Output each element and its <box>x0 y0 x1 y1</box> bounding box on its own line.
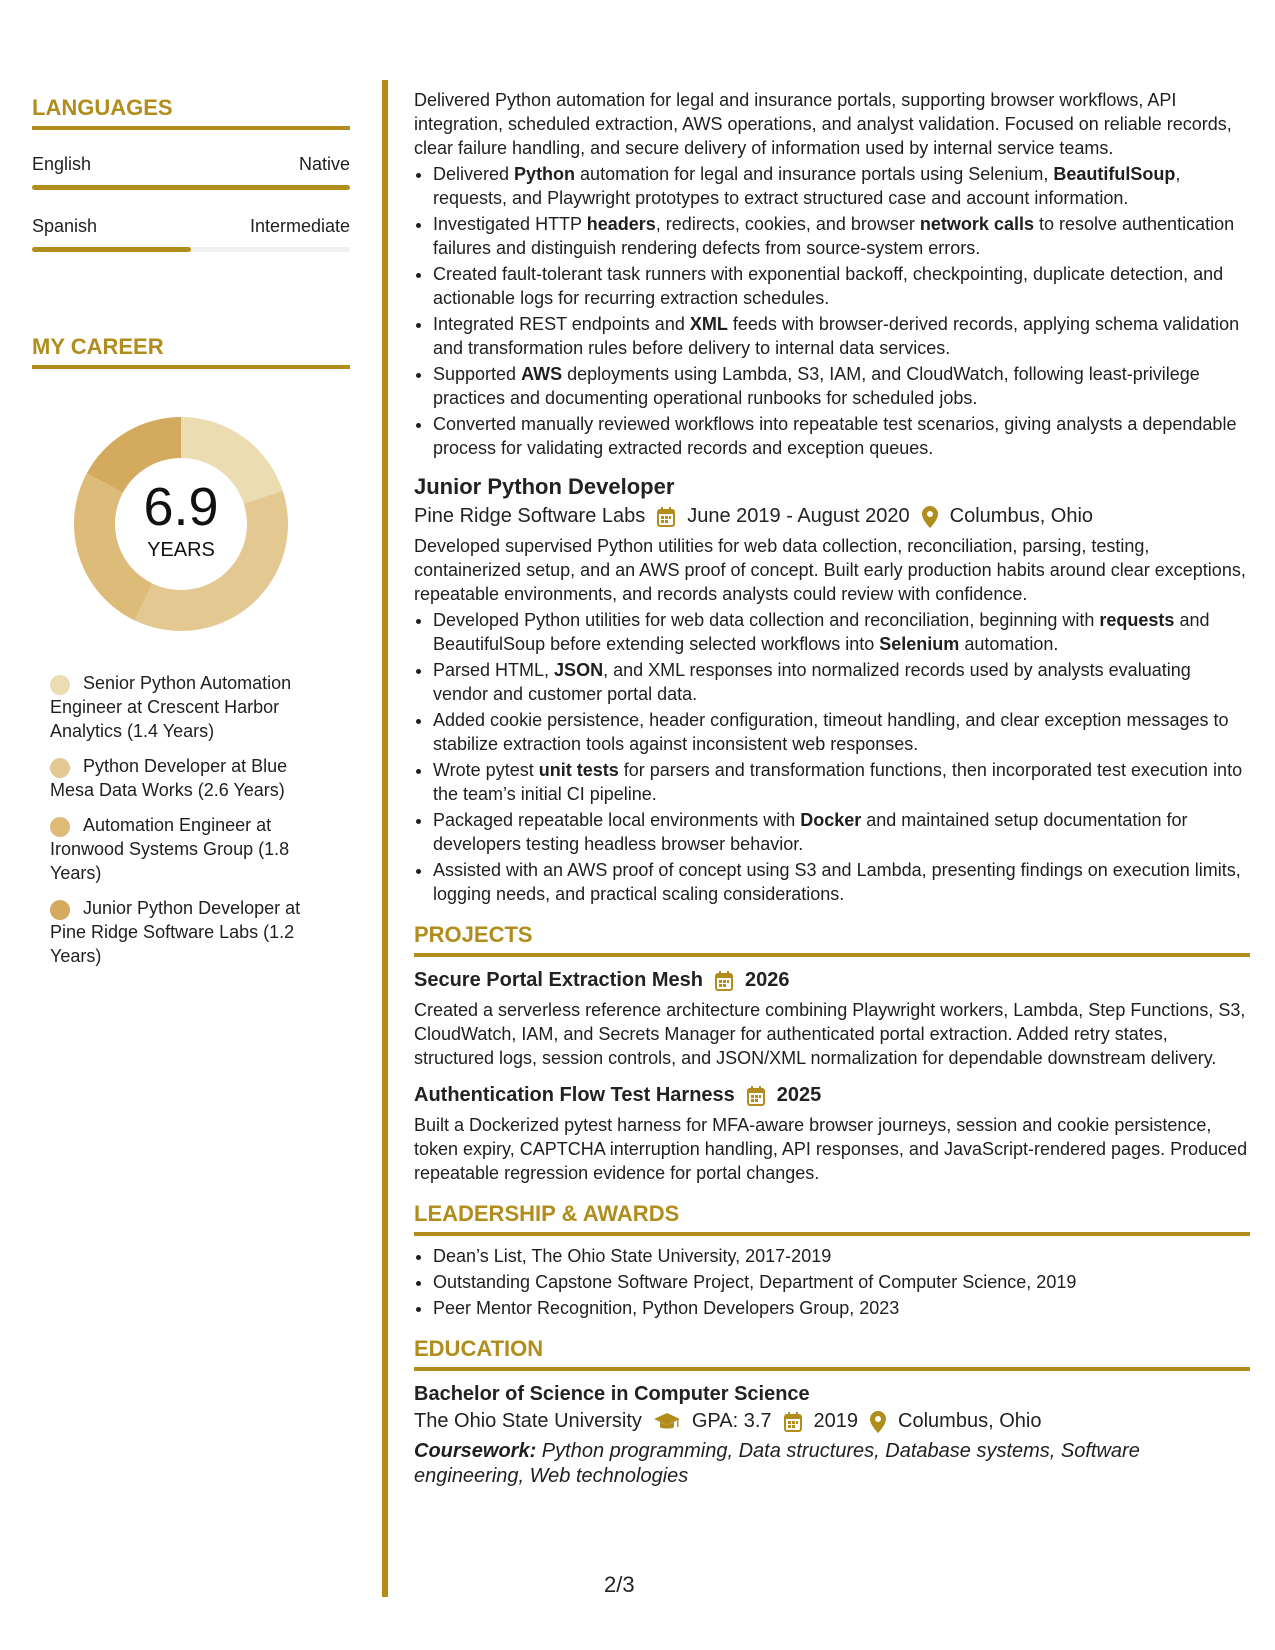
language-proficiency-fill <box>32 185 350 190</box>
legend-label: Senior Python Automation Engineer at Crescent Harbor Analytics (1.4 Years) <box>50 673 292 741</box>
awards-list <box>414 1244 1250 1320</box>
language-name: Spanish <box>32 216 98 236</box>
legend-label: Automation Engineer at Ironwood Systems Group (1.8 Years) <box>50 815 290 883</box>
project-name: Secure Portal Extraction Mesh <box>414 969 703 991</box>
job-dates: June 2019 - August 2020 <box>687 505 910 527</box>
education-meta <box>414 1410 1250 1433</box>
job-bullets <box>414 608 1250 906</box>
coursework <box>414 1439 1250 1489</box>
calendar-icon <box>657 507 675 527</box>
education-heading: EDUCATION <box>414 1336 1250 1371</box>
project-header <box>414 969 1250 992</box>
career-legend <box>50 671 318 968</box>
job-meta <box>414 505 1250 528</box>
language-row <box>32 216 350 237</box>
projects-heading: PROJECTS <box>414 922 1250 957</box>
legend-label: Python Developer at Blue Mesa Data Works (2.6 Years) <box>50 756 288 800</box>
career-legend-item <box>50 896 318 968</box>
career-legend-item <box>50 671 318 743</box>
job-bullets <box>414 162 1250 460</box>
bullet-item: • Investigated HTTP headers, redirects, cookies, and browser network calls to resolve authentication failures and distinguish rendering defects from source-system errors. <box>433 212 1250 260</box>
school-location: Columbus, Ohio <box>898 1410 1042 1432</box>
school-name: The Ohio State University <box>414 1410 642 1432</box>
bullet-item: • Wrote pytest unit tests for parsers and transformation functions, then incorporated test execution into the team’s initial CI pipeline. <box>433 758 1250 806</box>
bullet-item: • Parsed HTML, JSON, and XML responses into normalized records used by analysts evaluating vendor and customer portal data. <box>433 658 1250 706</box>
bullet-item: • Packaged repeatable local environments with Docker and maintained setup documentation for developers testing headless browser behavior. <box>433 808 1250 856</box>
coursework-list: Python programming, Data structures, Database systems, Software engineering, Web technologies <box>414 1440 1140 1487</box>
main-content <box>414 88 1250 1489</box>
location-pin-icon <box>922 506 938 528</box>
graduation-cap-icon <box>654 1413 680 1431</box>
project-header <box>414 1084 1250 1107</box>
legend-dot <box>50 900 70 920</box>
legend-label: Junior Python Developer at Pine Ridge Software Labs (1.2 Years) <box>50 898 301 966</box>
language-name: English <box>32 154 92 174</box>
bullet-item: • Added cookie persistence, header configuration, timeout handling, and clear exception messages to stabilize extraction tools against inconsistent web responses. <box>433 708 1250 756</box>
language-row <box>32 154 350 175</box>
gpa-value: GPA: 3.7 <box>691 1410 772 1432</box>
language-proficiency-bar <box>32 247 350 252</box>
bullet-item: • Supported AWS deployments using Lambda, S3, IAM, and CloudWatch, following least-privilege practices and documenting operational runbooks for scheduled jobs. <box>433 362 1250 410</box>
languages-list <box>32 154 350 252</box>
languages-heading: LANGUAGES <box>32 95 350 130</box>
legend-dot <box>50 758 70 778</box>
career-legend-item <box>50 813 318 885</box>
job-summary: Developed supervised Python utilities for web data collection, reconciliation, parsing, testing, containerized setup, and an AWS proof of concept. Built early production habits around clear exceptions, repeatable environments, and records analysts could review with confidence. <box>414 536 1246 604</box>
bullet-item: • Converted manually reviewed workflows into repeatable test scenarios, giving analysts a dependable process for validating extracted records and exception queues. <box>433 412 1250 460</box>
degree-title: Bachelor of Science in Computer Science <box>414 1383 810 1405</box>
bullet-item: • Integrated REST endpoints and XML feeds with browser-derived records, applying schema validation and transformation rules before delivery to internal data services. <box>433 312 1250 360</box>
project-name: Authentication Flow Test Harness <box>414 1084 735 1106</box>
bullet-item: • Delivered Python automation for legal and insurance portals using Selenium, BeautifulSoup, requests, and Playwright prototypes to extract structured case and account information. <box>433 162 1250 210</box>
career-years-label: YEARS <box>147 539 215 561</box>
project-year: 2025 <box>776 1084 822 1106</box>
calendar-icon <box>784 1412 802 1432</box>
calendar-icon <box>715 971 733 991</box>
award-item: • Peer Mentor Recognition, Python Developers Group, 2023 <box>433 1296 1250 1320</box>
awards-section <box>414 1201 1250 1320</box>
language-proficiency-fill <box>32 247 191 252</box>
bullet-item: • Created fault-tolerant task runners with exponential backoff, checkpointing, duplicate detection, and actionable logs for recurring extraction schedules. <box>433 262 1250 310</box>
calendar-icon <box>747 1086 765 1106</box>
project-description: Created a serverless reference architecture combining Playwright workers, Lambda, Step Functions, S3, CloudWatch, IAM, and Secrets Manager for authenticated portal extraction. Added retry states, structured logs, session controls, and JSON/XML normalization for dependable downstream delivery. <box>414 1000 1246 1068</box>
projects-section <box>414 922 1250 1185</box>
job-location: Columbus, Ohio <box>949 505 1094 527</box>
bullet-item: • Assisted with an AWS proof of concept using S3 and Lambda, presenting findings on execution limits, logging needs, and practical scaling considerations. <box>433 858 1250 906</box>
education-section <box>414 1336 1250 1489</box>
location-pin-icon <box>870 1411 886 1433</box>
coursework-label: Coursework: <box>414 1440 537 1462</box>
language-level: Intermediate <box>249 216 350 236</box>
job-title: Junior Python Developer <box>414 474 675 499</box>
career-total-years: 6.9 <box>143 477 219 537</box>
legend-dot <box>50 817 70 837</box>
career-donut-chart <box>66 409 296 639</box>
award-item: • Outstanding Capstone Software Project, Department of Computer Science, 2019 <box>433 1270 1250 1294</box>
donut-center <box>66 409 296 639</box>
project-description: Built a Dockerized pytest harness for MFA-aware browser journeys, session and cookie persistence, token expiry, CAPTCHA interruption handling, API responses, and JavaScript-rendered pages. Produced repeatable regression evidence for portal changes. <box>414 1115 1248 1183</box>
project-year: 2026 <box>744 969 790 991</box>
award-item: • Dean’s List, The Ohio State University, 2017-2019 <box>433 1244 1250 1268</box>
awards-heading: LEADERSHIP & AWARDS <box>414 1201 1250 1236</box>
language-proficiency-bar <box>32 185 350 190</box>
page-number: 2/3 <box>604 1572 635 1597</box>
career-legend-item <box>50 754 318 802</box>
career-heading: MY CAREER <box>32 334 350 369</box>
sidebar <box>32 95 350 979</box>
legend-dot <box>50 675 70 695</box>
graduation-year: 2019 <box>813 1410 859 1432</box>
company-name: Pine Ridge Software Labs <box>414 505 646 527</box>
job-summary: Delivered Python automation for legal and insurance portals, supporting browser workflows, API integration, scheduled extraction, AWS operations, and analyst validation. Focused on reliable records, clear failure handling, and secure delivery of information used by internal service teams. <box>414 90 1232 158</box>
column-divider <box>382 80 388 1597</box>
language-level: Native <box>298 154 350 174</box>
bullet-item: • Developed Python utilities for web data collection and reconciliation, beginning with requests and BeautifulSoup before extending selected workflows into Selenium automation. <box>433 608 1250 656</box>
